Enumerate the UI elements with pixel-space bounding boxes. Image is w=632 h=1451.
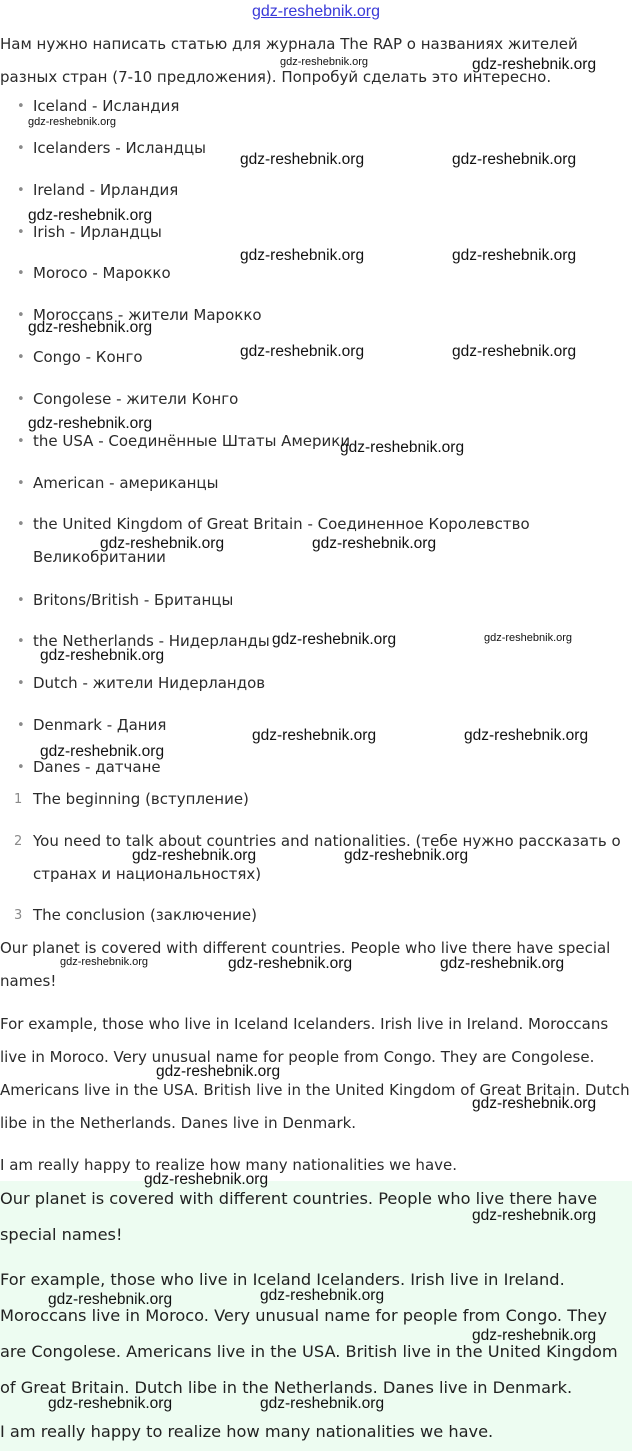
- list-item-text: Congo - Конго: [33, 348, 143, 366]
- watermark: gdz-reshebnik.org: [472, 1095, 597, 1112]
- bullet-icon: •: [17, 760, 25, 775]
- list-item-text: Irish - Ирландцы: [33, 223, 162, 241]
- list-item-text: Icelanders - Исландцы: [33, 139, 206, 157]
- list-item: [17, 467, 623, 500]
- watermark: gdz-reshebnik.org: [28, 207, 153, 224]
- list-item-text: Danes - датчане: [33, 758, 161, 776]
- bullet-icon: •: [17, 593, 25, 608]
- answer-paragraph: For example, those who live in Iceland Icelanders. Irish live in Ireland. Moroccans live in Moroco. Very unusual name for people from Congo. They are Congolese. Americans live in the USA. British live in the United Kingdom of Great Britain. Dutch libe in the Netherlands. Danes live in Denmark.: [0, 1270, 618, 1397]
- watermark: gdz-reshebnik.org: [280, 56, 369, 68]
- plan-text: The beginning (вступление): [33, 790, 249, 808]
- watermark: gdz-reshebnik.org: [156, 1063, 281, 1080]
- watermark: gdz-reshebnik.org: [48, 1291, 173, 1308]
- list-item-text: Denmark - Дания: [33, 716, 167, 734]
- watermark: gdz-reshebnik.org: [28, 319, 153, 336]
- site-header-link[interactable]: gdz-reshebnik.org: [251, 3, 381, 20]
- watermark: gdz-reshebnik.org: [272, 631, 397, 648]
- draft-paragraph: I am really happy to realize how many nationalities we have.: [0, 1156, 458, 1174]
- list-item-text: American - американцы: [33, 474, 219, 492]
- list-item-text: the Netherlands - Нидерланды: [33, 632, 270, 650]
- watermark: gdz-reshebnik.org: [452, 343, 577, 360]
- plan-number: 2: [14, 834, 23, 849]
- bullet-icon: •: [17, 517, 25, 532]
- list-item: [17, 667, 623, 700]
- bullet-icon: •: [17, 718, 25, 733]
- watermark: gdz-reshebnik.org: [484, 632, 573, 644]
- watermark: gdz-reshebnik.org: [472, 1327, 597, 1344]
- watermark: gdz-reshebnik.org: [40, 647, 165, 664]
- watermark: gdz-reshebnik.org: [40, 743, 165, 760]
- answer-paragraph: I am really happy to realize how many nationalities we have.: [0, 1422, 494, 1441]
- watermark: gdz-reshebnik.org: [132, 847, 257, 864]
- bullet-icon: •: [17, 183, 25, 198]
- bullet-icon: •: [17, 434, 25, 449]
- plan-item: [14, 899, 629, 932]
- list-item: [17, 90, 623, 123]
- bullet-icon: •: [17, 392, 25, 407]
- watermark: gdz-reshebnik.org: [240, 247, 365, 264]
- watermark: gdz-reshebnik.org: [252, 727, 377, 744]
- list-item: [17, 584, 623, 617]
- watermark: gdz-reshebnik.org: [340, 439, 465, 456]
- watermark: gdz-reshebnik.org: [28, 415, 153, 432]
- bullet-icon: •: [17, 99, 25, 114]
- list-item-text: Congolese - жители Конго: [33, 390, 239, 408]
- bullet-icon: •: [17, 141, 25, 156]
- watermark: gdz-reshebnik.org: [344, 847, 469, 864]
- bullet-icon: •: [17, 634, 25, 649]
- watermark: gdz-reshebnik.org: [28, 116, 117, 128]
- bullet-icon: •: [17, 476, 25, 491]
- list-item-text: the United Kingdom of Great Britain - Соединенное Королевство Великобритании: [33, 515, 530, 566]
- plan-text: You need to talk about countries and nationalities. (тебе нужно рассказать о странах и национальностях): [33, 832, 621, 883]
- watermark: gdz-reshebnik.org: [100, 535, 225, 552]
- answer-paragraph: Our planet is covered with different countries. People who live there have special names!: [0, 1189, 598, 1244]
- plan-number: 3: [14, 908, 23, 923]
- list-item-text: Britons/British - Британцы: [33, 591, 234, 609]
- watermark: gdz-reshebnik.org: [240, 151, 365, 168]
- watermark: gdz-reshebnik.org: [60, 956, 149, 968]
- bullet-icon: •: [17, 308, 25, 323]
- plan-item: [14, 825, 629, 891]
- list-item-text: the USA - Соединённые Штаты Америки: [33, 432, 351, 450]
- watermark: gdz-reshebnik.org: [452, 151, 577, 168]
- watermark: gdz-reshebnik.org: [240, 343, 365, 360]
- list-item: [17, 174, 623, 207]
- watermark: gdz-reshebnik.org: [260, 1287, 385, 1304]
- watermark: gdz-reshebnik.org: [472, 1207, 597, 1224]
- draft-paragraph: For example, those who live in Iceland Icelanders. Irish live in Ireland. Moroccans live in Moroco. Very unusual name for people from Congo. They are Congolese. Americans live in the USA. British live in the United Kingdom of Great Britain. Dutch libe in the Netherlands. Danes live in Denmark.: [0, 1015, 630, 1132]
- list-item: [17, 383, 623, 416]
- watermark: gdz-reshebnik.org: [472, 56, 597, 73]
- plan-number: 1: [14, 792, 23, 807]
- watermark: gdz-reshebnik.org: [48, 1395, 173, 1412]
- bullet-icon: •: [17, 225, 25, 240]
- watermark: gdz-reshebnik.org: [464, 727, 589, 744]
- watermark: gdz-reshebnik.org: [440, 955, 565, 972]
- list-item-text: Moroccans - жители Марокко: [33, 306, 262, 324]
- draft-paragraph: Our planet is covered with different countries. People who live there have special names!: [0, 939, 611, 990]
- plan-text: The conclusion (заключение): [33, 906, 257, 924]
- task-intro: Нам нужно написать статью для журнала The RAP о названиях жителей разных стран (7-10 предложения). Попробуй сделать это интересно.: [0, 35, 578, 86]
- bullet-icon: •: [17, 676, 25, 691]
- list-item-text: Iceland - Исландия: [33, 97, 180, 115]
- plan-item: [14, 783, 629, 816]
- watermark: gdz-reshebnik.org: [260, 1395, 385, 1412]
- watermark: gdz-reshebnik.org: [312, 535, 437, 552]
- list-item-text: Dutch - жители Нидерландов: [33, 674, 266, 692]
- watermark: gdz-reshebnik.org: [452, 247, 577, 264]
- watermark: gdz-reshebnik.org: [144, 1171, 269, 1188]
- watermark: gdz-reshebnik.org: [228, 955, 353, 972]
- list-item-text: Moroco - Марокко: [33, 264, 171, 282]
- bullet-icon: •: [17, 266, 25, 281]
- list-item-text: Ireland - Ирландия: [33, 181, 179, 199]
- bullet-icon: •: [17, 350, 25, 365]
